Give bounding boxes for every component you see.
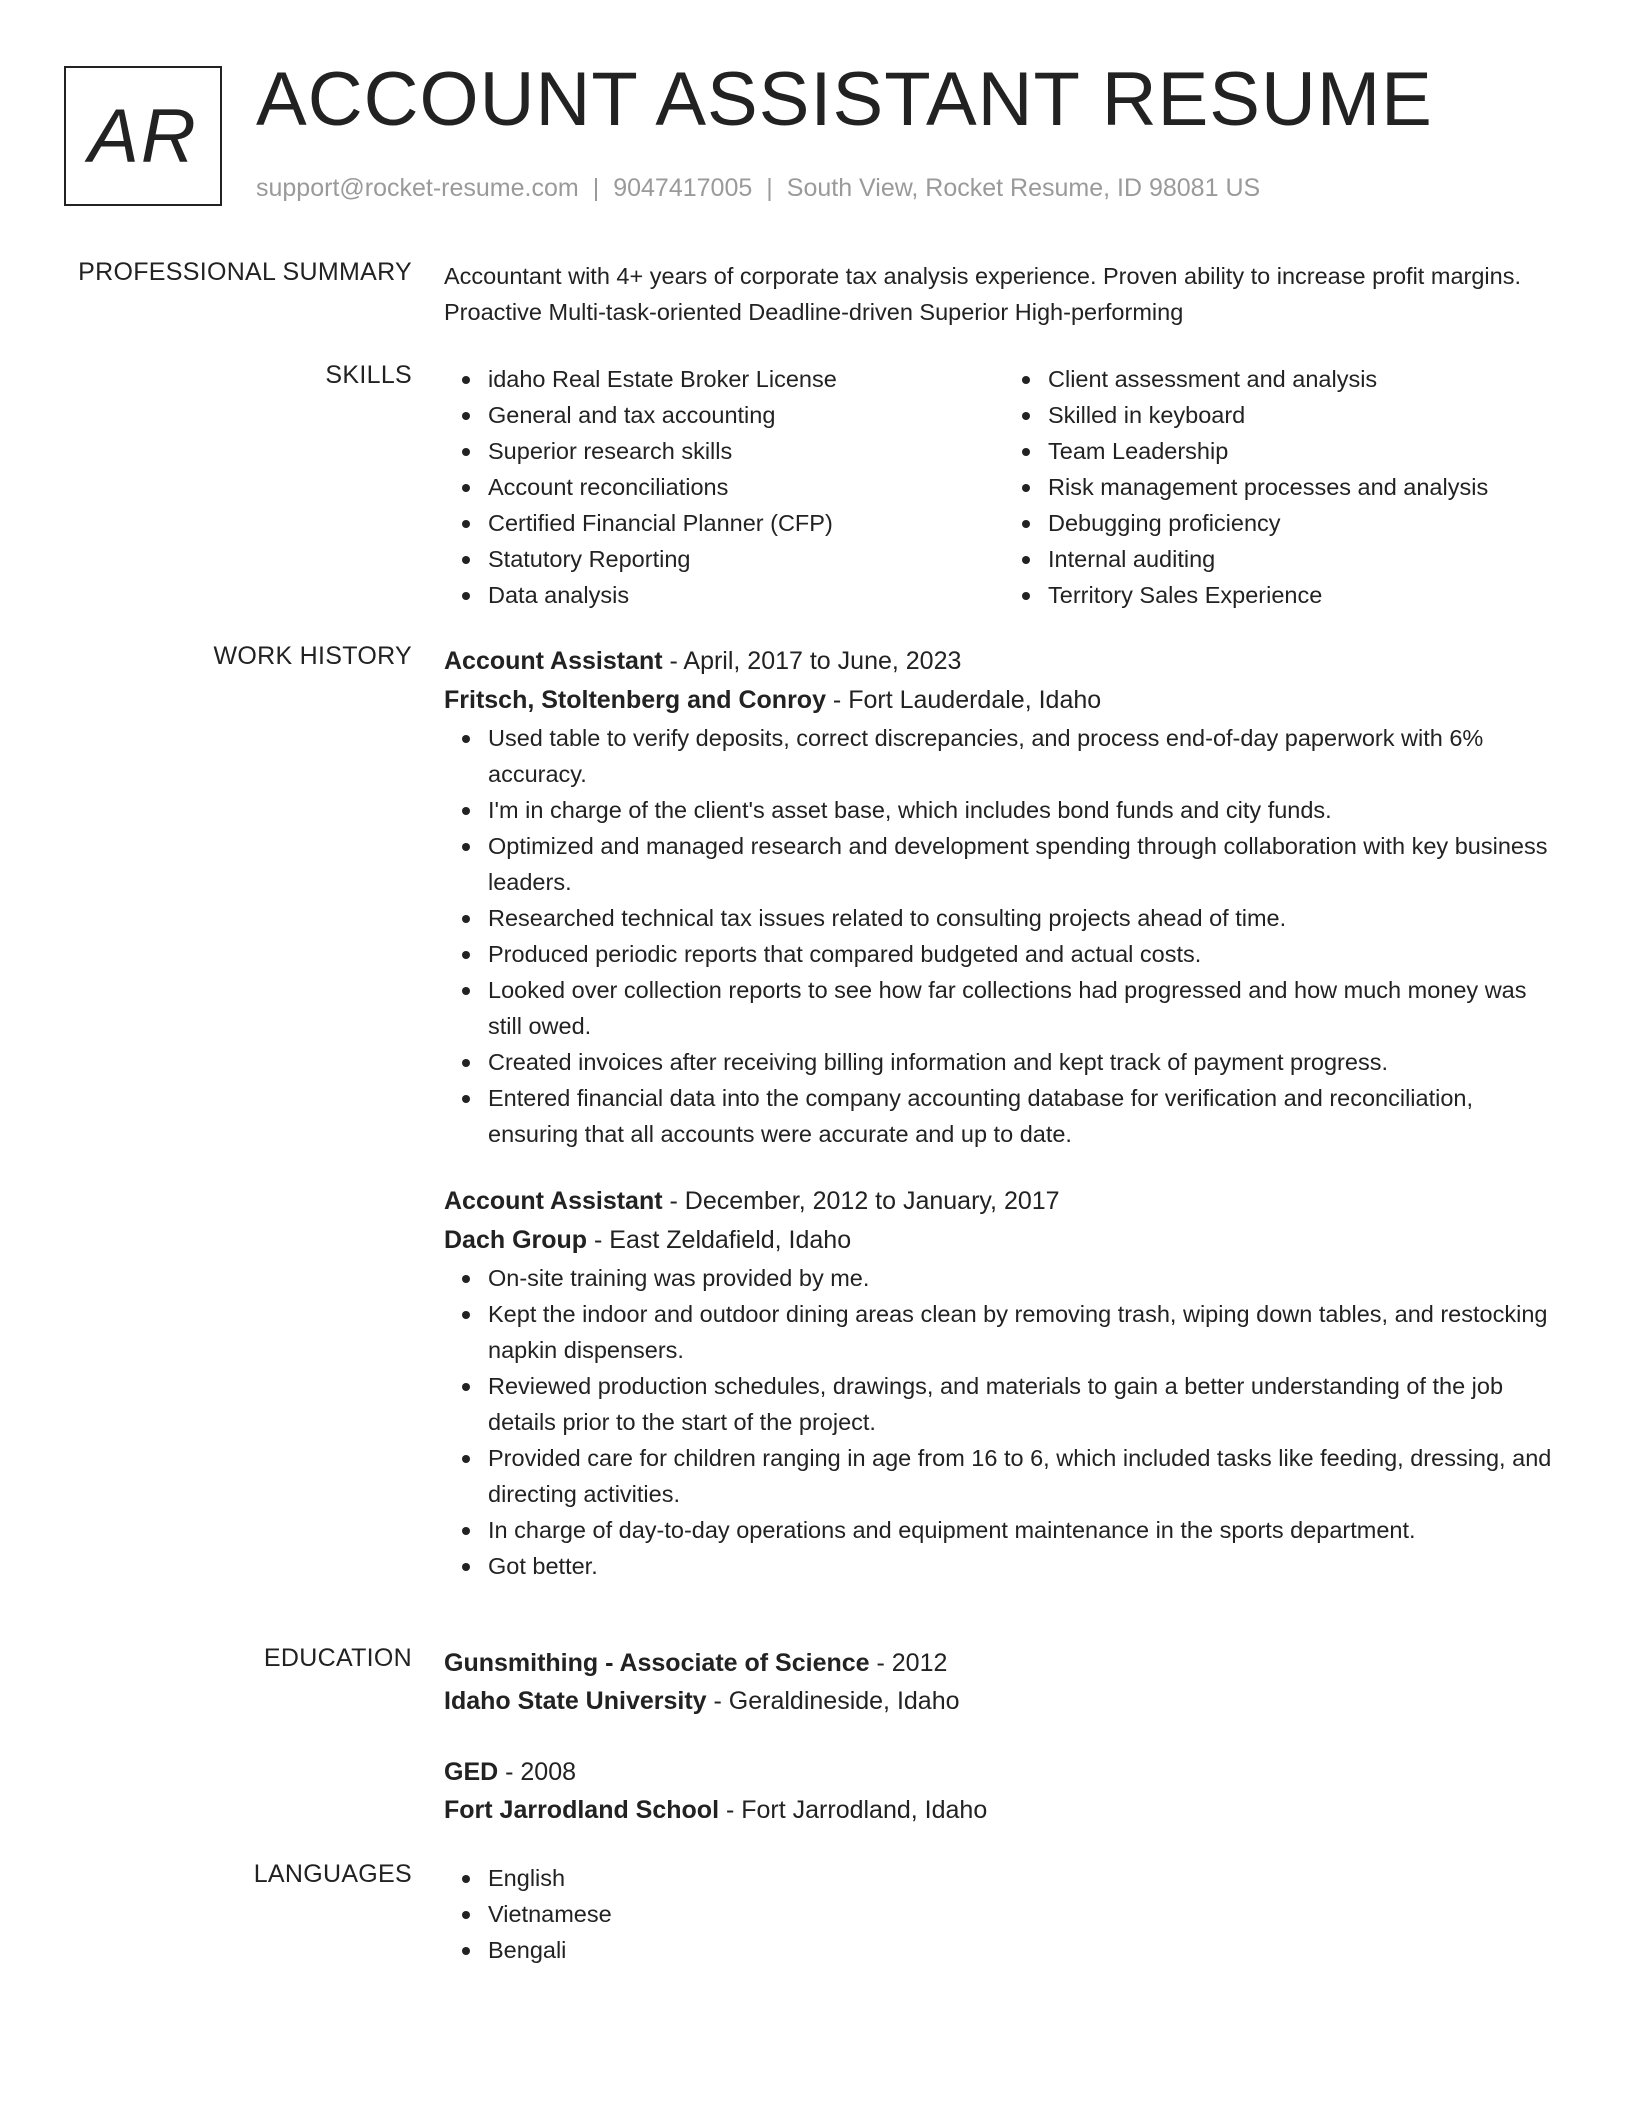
education-degree: GED (444, 1758, 499, 1786)
section-label-work: WORK HISTORY (213, 642, 412, 670)
job-company: Fritsch, Stoltenberg and Conroy (444, 686, 826, 714)
skill-item: Certified Financial Planner (CFP) (488, 505, 1004, 541)
language-item: Vietnamese (488, 1896, 1564, 1932)
job-dates: - December, 2012 to January, 2017 (662, 1187, 1060, 1215)
contact-line (256, 174, 1260, 203)
job-bullet: Kept the indoor and outdoor dining areas clean by removing trash, wiping down tables, and restocking napkin dispensers. (488, 1296, 1564, 1368)
education-year: - 2008 (498, 1758, 577, 1786)
education-degree-line (444, 1644, 1564, 1682)
contact-separator: | (592, 174, 600, 202)
job-location: - Fort Lauderdale, Idaho (825, 686, 1102, 714)
language-item: English (488, 1860, 1564, 1896)
job-title-line (444, 642, 1564, 681)
contact-phone[interactable]: 9047417005 (613, 174, 753, 202)
job-entry (444, 1182, 1564, 1584)
job-entry (444, 642, 1564, 1152)
skill-item: General and tax accounting (488, 397, 1004, 433)
job-bullet: I'm in charge of the client's asset base, which includes bond funds and city funds. (488, 792, 1564, 828)
job-bullet: Entered financial data into the company accounting database for verification and reconciliation, ensuring that all accounts were accurate and up to date. (488, 1080, 1564, 1152)
skill-item: Client assessment and analysis (1048, 361, 1564, 397)
skills-body (444, 361, 1564, 613)
skill-item: Skilled in keyboard (1048, 397, 1564, 433)
job-bullet: On-site training was provided by me. (488, 1260, 1564, 1296)
education-location: - Geraldineside, Idaho (706, 1687, 960, 1715)
education-entry (444, 1644, 1564, 1720)
education-school: Idaho State University (444, 1687, 707, 1715)
skill-item: Statutory Reporting (488, 541, 1004, 577)
education-body (444, 1644, 1564, 1829)
monogram-logo: AR (64, 66, 222, 206)
job-title: Account Assistant (444, 1187, 663, 1215)
job-bullet: Optimized and managed research and development spending through collaboration with key business leaders. (488, 828, 1564, 900)
skill-item: Risk management processes and analysis (1048, 469, 1564, 505)
job-company-line (444, 1221, 1564, 1260)
skill-item: Account reconciliations (488, 469, 1004, 505)
job-location: - East Zeldafield, Idaho (587, 1226, 852, 1254)
job-bullet: Used table to verify deposits, correct discrepancies, and process end-of-day paperwork with 6% accuracy. (488, 720, 1564, 792)
job-bullet: Produced periodic reports that compared budgeted and actual costs. (488, 936, 1564, 972)
contact-email[interactable]: support@rocket-resume.com (256, 174, 579, 202)
skill-item: Superior research skills (488, 433, 1004, 469)
skill-item: Territory Sales Experience (1048, 577, 1564, 613)
education-location: - Fort Jarrodland, Idaho (719, 1796, 988, 1824)
skill-item: Debugging proficiency (1048, 505, 1564, 541)
job-bullets (444, 720, 1564, 1152)
language-item: Bengali (488, 1932, 1564, 1968)
section-label-education: EDUCATION (263, 1644, 412, 1672)
education-school-line (444, 1791, 1564, 1829)
skill-item: idaho Real Estate Broker License (488, 361, 1004, 397)
skills-list-left (444, 361, 1004, 613)
skill-item: Data analysis (488, 577, 1004, 613)
contact-separator: | (766, 174, 773, 202)
job-company-line (444, 681, 1564, 720)
education-degree-line (444, 1753, 1564, 1791)
job-bullet: Provided care for children ranging in age from 16 to 6, which included tasks like feeding, dressing, and directing activities. (488, 1440, 1564, 1512)
contact-address: South View, Rocket Resume, ID 98081 US (786, 174, 1261, 202)
job-company: Dach Group (444, 1226, 588, 1254)
job-bullets (444, 1260, 1564, 1584)
education-school: Fort Jarrodland School (444, 1796, 720, 1824)
education-school-line (444, 1682, 1564, 1720)
job-bullet: Researched technical tax issues related to consulting projects ahead of time. (488, 900, 1564, 936)
education-entry (444, 1753, 1564, 1829)
skill-item: Internal auditing (1048, 541, 1564, 577)
summary-text: Accountant with 4+ years of corporate tax analysis experience. Proven ability to increase profit margins. Proactive Multi-task-oriented Deadline-driven Superior High-performing (444, 263, 1521, 325)
education-year: - 2012 (869, 1649, 948, 1677)
job-bullet: In charge of day-to-day operations and equipment maintenance in the sports department. (488, 1512, 1564, 1548)
job-dates: - April, 2017 to June, 2023 (662, 647, 962, 675)
skills-list-right (1004, 361, 1564, 613)
skill-item: Team Leadership (1048, 433, 1564, 469)
section-label-skills: SKILLS (325, 361, 412, 389)
languages-body (444, 1860, 1564, 1968)
job-bullet: Got better. (488, 1548, 1564, 1584)
job-bullet: Created invoices after receiving billing information and kept track of payment progress. (488, 1044, 1564, 1080)
section-label-summary: PROFESSIONAL SUMMARY (78, 258, 412, 286)
languages-list (444, 1860, 1564, 1968)
job-bullet: Reviewed production schedules, drawings, and materials to gain a better understanding of the job details prior to the start of the project. (488, 1368, 1564, 1440)
resume-title: ACCOUNT ASSISTANT RESUME (256, 57, 1433, 142)
education-degree: Gunsmithing - Associate of Science (444, 1649, 870, 1677)
job-title: Account Assistant (444, 647, 663, 675)
job-title-line (444, 1182, 1564, 1221)
section-label-languages: LANGUAGES (253, 1860, 412, 1888)
job-bullet: Looked over collection reports to see how far collections had progressed and how much money was still owed. (488, 972, 1564, 1044)
work-body (444, 642, 1564, 1584)
